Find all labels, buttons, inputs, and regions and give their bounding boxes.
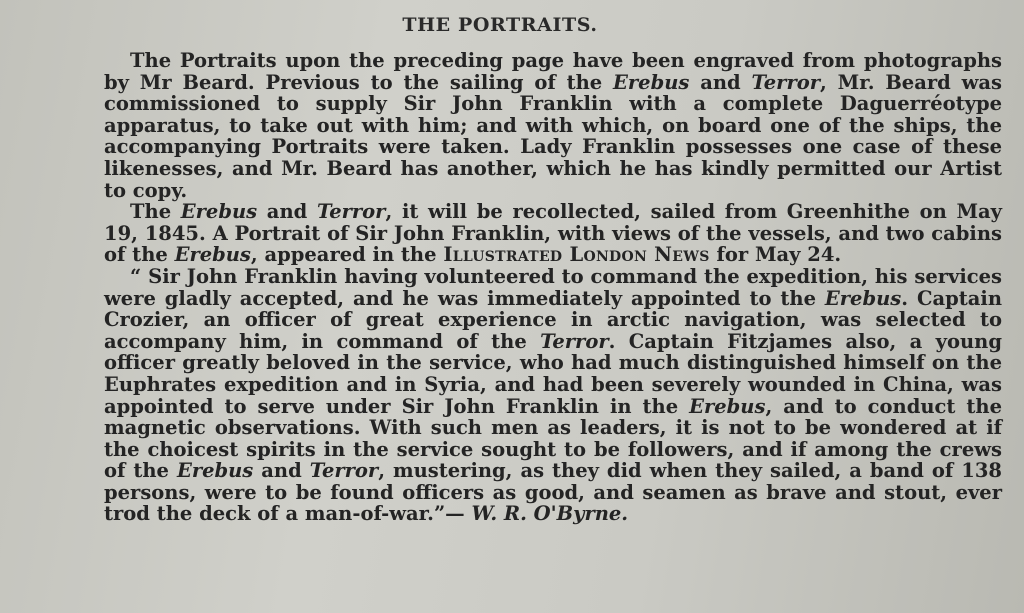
text-span: , and to conduct the magnetic observations. With such men as leaders, it is not to be wondered at if the choicest spirits in the service sought to be followers, and if among the crews of the — [104, 394, 1003, 483]
ship-name: Erebus — [174, 243, 251, 267]
text-span: , mustering, as they did when they sailed, a band of 138 persons, were to be found officers as good, and seamen as brave and stout, ever trod the deck of a man-of-war.”— — [104, 459, 1002, 526]
quote-attribution: W. R. O'Byrne. — [471, 502, 629, 526]
ship-name: Terror — [309, 459, 379, 483]
text-span: The Portraits upon the preceding page have been engraved from photographs by Mr Beard. Previous to the sailing of the — [104, 49, 1002, 94]
ship-name: Erebus — [689, 394, 766, 418]
text-span: . Captain Crozier, an officer of great experience in arctic navigation, was selected to accompany him, in command of the — [104, 286, 1002, 353]
ship-name: Terror — [316, 200, 386, 224]
text-span: The — [130, 200, 181, 224]
paragraph-portraits — [104, 50, 1002, 201]
text-span: . Captain Fitzjames also, a young officer greatly beloved in the service, who had much distinguished himself on the Euphrates expedition and in Syria, and had been severely wounded in China, was appointed to serve under Sir John Franklin in the — [104, 329, 1002, 418]
article-title: THE PORTRAITS. — [402, 14, 598, 36]
text-span: “ Sir John Franklin having volunteered to command the expedition, his services were gladly accepted, and he was immediately appointed to the — [104, 264, 1002, 310]
paragraph-sailing — [104, 201, 1002, 266]
ship-name: Terror — [751, 70, 821, 94]
ship-name: Erebus — [824, 286, 902, 310]
text-span: , it will be recollected, sailed from Greenhithe on May 19, 1845. A Portrait of Sir John Franklin, with views of the vessels, and two cabins of the — [104, 200, 1002, 267]
text-span: , appeared in the — [250, 243, 444, 267]
newspaper-name: Illustrated London News — [443, 243, 710, 267]
text-span: and — [253, 459, 310, 483]
ship-name: Terror — [540, 329, 609, 353]
paragraph-quote — [104, 266, 1002, 525]
text-span: and — [689, 70, 752, 94]
ship-name: Erebus — [180, 200, 258, 224]
ship-name: Erebus — [613, 70, 690, 94]
ship-name: Erebus — [176, 459, 254, 483]
article-body — [104, 50, 1002, 525]
text-span: , Mr. Beard was commissioned to supply Sir John Franklin with a complete Daguerréotype apparatus, to take out with him; and with which, on board one of the ships, the accompanying Portraits were taken. Lady Franklin possesses one case of these likenesses, and Mr. Beard has another, which he has kindly permitted our Artist to copy. — [104, 70, 1002, 202]
text-span: for May 24. — [709, 243, 842, 267]
text-span: and — [257, 200, 317, 224]
